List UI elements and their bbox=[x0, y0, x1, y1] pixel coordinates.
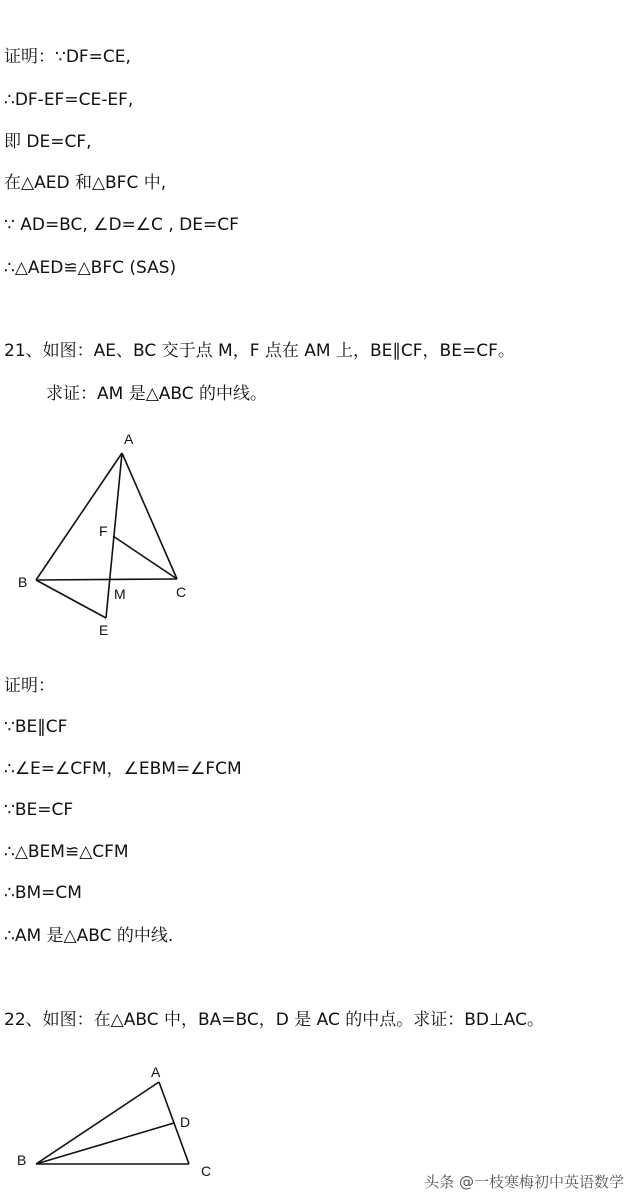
label-A: A bbox=[151, 1064, 161, 1080]
proof20-line-5: ∵ AD=BC, ∠D=∠C , DE=CF bbox=[4, 215, 239, 235]
label-C: C bbox=[176, 584, 187, 600]
problem21-proof-line-3: ∴∠E=∠CFM，∠EBM=∠FCM bbox=[4, 759, 242, 779]
segment-AB bbox=[36, 1082, 159, 1164]
label-E: E bbox=[99, 622, 109, 638]
label-B: B bbox=[18, 574, 28, 590]
label-F: F bbox=[99, 523, 108, 539]
problem21-statement: 21、如图：AE、BC 交于点 M，F 点在 AM 上，BE∥CF，BE=CF。 bbox=[4, 341, 515, 361]
label-A: A bbox=[124, 431, 134, 447]
proof20-line-2: ∴DF-EF=CE-EF, bbox=[4, 90, 134, 110]
proof20-line-3: 即 DE=CF, bbox=[4, 132, 92, 152]
problem21-proof-line-7: ∴AM 是△ABC 的中线. bbox=[4, 926, 174, 946]
problem21-proof-line-5: ∴△BEM≌△CFM bbox=[4, 842, 129, 862]
proof20-line-6: ∴△AED≌△BFC (SAS) bbox=[4, 258, 177, 278]
segment-BE bbox=[36, 580, 106, 618]
proof20-line-1: 证明：∵DF=CE, bbox=[4, 47, 131, 67]
problem21-proof-line-1: 证明： bbox=[4, 676, 55, 696]
problem21-goal: 求证：AM 是△ABC 的中线。 bbox=[46, 384, 268, 404]
problem21-proof-line-2: ∵BE‖CF bbox=[4, 717, 68, 737]
proof20-line-4: 在△AED 和△BFC 中, bbox=[4, 173, 167, 193]
segment-AB bbox=[36, 453, 122, 580]
problem21-proof-line-6: ∴BM=CM bbox=[4, 883, 82, 903]
label-C: C bbox=[201, 1163, 212, 1179]
problem21-figure bbox=[0, 420, 640, 660]
segment-BC bbox=[36, 579, 177, 580]
label-B: B bbox=[17, 1152, 27, 1168]
problem21-proof-line-4: ∵BE=CF bbox=[4, 800, 74, 820]
label-M: M bbox=[114, 586, 126, 602]
problem22-statement: 22、如图：在△ABC 中，BA=BC，D 是 AC 的中点。求证：BD⊥AC。 bbox=[4, 1010, 545, 1030]
label-D: D bbox=[180, 1114, 191, 1130]
segment-BD bbox=[36, 1123, 174, 1164]
watermark: 头条 @一枝寒梅初中英语数学 bbox=[424, 1173, 624, 1191]
